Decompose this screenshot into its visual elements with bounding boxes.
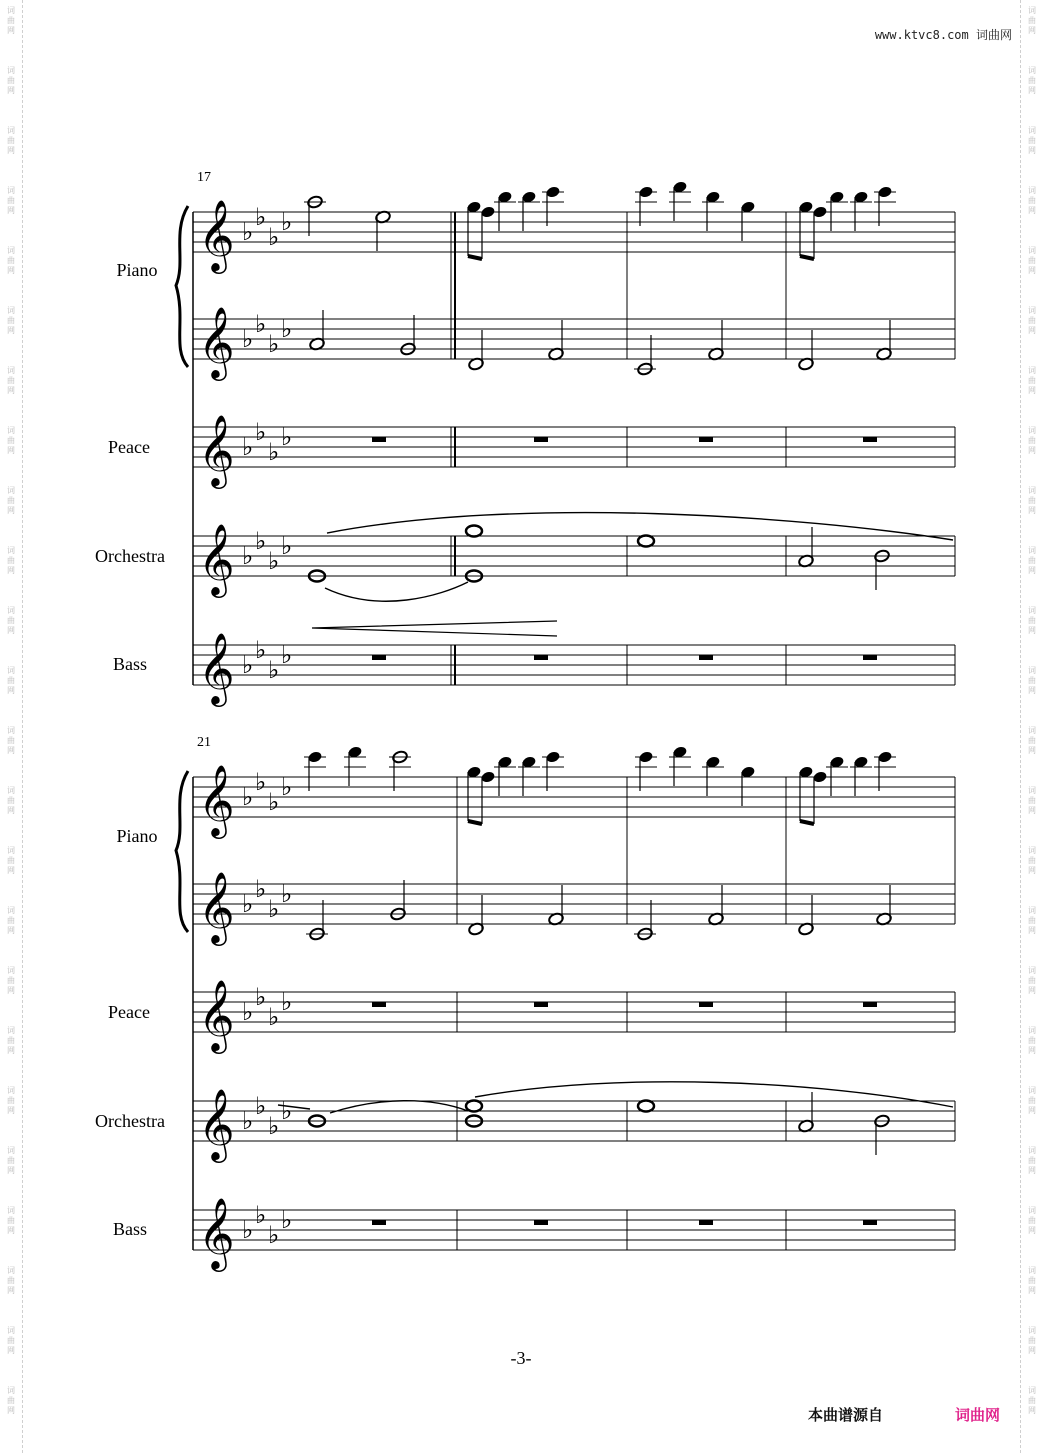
watermark-mark: 词 曲 网 [7,966,15,995]
flat-sign: ♭ [242,651,254,679]
flat-sign: ♭ [281,532,293,560]
watermark-mark: 词 曲 网 [7,66,15,95]
whole-rest [699,437,713,442]
slur [325,582,468,601]
staff-label-bass: Bass [112,1219,147,1239]
watermark-mark: 词 曲 网 [7,1146,15,1175]
flat-sign: ♭ [242,890,254,918]
watermark-mark: 词 曲 网 [1028,1266,1036,1295]
treble-clef: 𝄞 [198,413,235,486]
whole-rest [534,437,548,442]
staff-label-piano: Piano [116,260,158,280]
flat-sign: ♭ [268,1221,280,1249]
watermark-mark: 词 曲 网 [1028,246,1036,275]
watermark-mark: 词 曲 网 [1028,606,1036,635]
watermark-mark: 词 曲 网 [7,186,15,215]
watermark-mark: 词 曲 网 [7,906,15,935]
whole-note [638,1101,654,1112]
whole-rest [372,1002,386,1007]
slur [475,1082,953,1107]
watermark-mark: 词 曲 网 [7,1326,15,1355]
flat-sign: ♭ [242,542,254,570]
whole-rest [534,655,548,660]
flat-sign: ♭ [268,438,280,466]
watermark-mark: 词 曲 网 [7,666,15,695]
whole-rest [863,1220,877,1225]
beam [468,256,482,259]
measure-number-system-1: 17 [197,170,211,185]
beam [468,821,482,824]
watermark-mark: 词 曲 网 [7,606,15,635]
flat-sign: ♭ [268,223,280,251]
flat-sign: ♭ [255,875,267,903]
whole-note [638,536,654,547]
flat-sign: ♭ [281,423,293,451]
treble-clef: 𝄞 [198,198,235,271]
watermark-mark: 词 曲 网 [1028,966,1036,995]
staff-label-peace: Peace [108,1002,150,1022]
watermark-mark: 词 曲 网 [1028,786,1036,815]
flat-sign: ♭ [268,656,280,684]
treble-clef: 𝄞 [198,631,235,704]
staff-label-orchestra: Orchestra [95,546,165,566]
watermark-mark: 词 曲 网 [1028,6,1036,35]
flat-sign: ♭ [268,895,280,923]
whole-rest [863,655,877,660]
flat-sign: ♭ [281,208,293,236]
whole-rest [372,437,386,442]
watermark-mark: 词 曲 网 [7,6,15,35]
beam [800,256,814,259]
whole-rest [372,1220,386,1225]
staff-label-orchestra: Orchestra [95,1111,165,1131]
flat-sign: ♭ [255,418,267,446]
whole-rest [534,1220,548,1225]
watermark-mark: 词 曲 网 [1028,186,1036,215]
flat-sign: ♭ [255,636,267,664]
flat-sign: ♭ [255,527,267,555]
watermark-mark: 词 曲 网 [1028,1146,1036,1175]
treble-clef: 𝄞 [198,1087,235,1160]
watermark-mark: 词 曲 网 [7,786,15,815]
watermark-mark: 词 曲 网 [7,846,15,875]
flat-sign: ♭ [242,1107,254,1135]
whole-rest [699,655,713,660]
treble-clef: 𝄞 [198,978,235,1051]
whole-note [466,526,482,537]
watermark-mark: 词 曲 网 [1028,486,1036,515]
whole-note [466,1101,482,1112]
watermark-mark: 词 曲 网 [1028,1086,1036,1115]
watermark-mark: 词 曲 网 [1028,906,1036,935]
flat-sign: ♭ [281,1097,293,1125]
footer-source-text: 本曲谱源自 [808,1406,884,1424]
watermark-mark: 词 曲 网 [7,126,15,155]
whole-rest [699,1220,713,1225]
flat-sign: ♭ [242,1216,254,1244]
watermark-mark: 词 曲 网 [1028,1386,1036,1415]
flat-sign: ♭ [242,218,254,246]
watermark-mark: 词 曲 网 [1028,1206,1036,1235]
treble-clef: 𝄞 [198,870,235,943]
treble-clef: 𝄞 [198,305,235,378]
watermark-mark: 词 曲 网 [7,1206,15,1235]
flat-sign: ♭ [255,1092,267,1120]
watermark-mark: 词 曲 网 [1028,1326,1036,1355]
site-url: www.ktvc8.com [874,28,969,42]
watermark-mark: 词 曲 网 [1028,1026,1036,1055]
flat-sign: ♭ [268,547,280,575]
flat-sign: ♭ [255,203,267,231]
whole-rest [699,1002,713,1007]
flat-sign: ♭ [281,773,293,801]
whole-rest [863,437,877,442]
watermark-mark: 词 曲 网 [1028,126,1036,155]
flat-sign: ♭ [242,325,254,353]
treble-clef: 𝄞 [198,1196,235,1269]
flat-sign: ♭ [281,315,293,343]
treble-clef: 𝄞 [198,763,235,836]
flat-sign: ♭ [255,768,267,796]
whole-rest [372,655,386,660]
flat-sign: ♭ [255,310,267,338]
staff-label-bass: Bass [112,654,147,674]
footer-brand: 词曲网 [955,1406,1001,1424]
watermark-mark: 词 曲 网 [7,726,15,755]
flat-sign: ♭ [281,641,293,669]
watermark-mark: 词 曲 网 [7,1386,15,1415]
piano-brace [176,206,188,367]
measure-number-system-2: 21 [197,735,211,750]
watermark-mark: 词 曲 网 [1028,366,1036,395]
watermark-mark: 词 曲 网 [1028,666,1036,695]
site-name: 词曲网 [975,28,1012,42]
watermark-mark: 词 曲 网 [7,1086,15,1115]
flat-sign: ♭ [268,1003,280,1031]
piano-brace [176,771,188,932]
beam [800,821,814,824]
flat-sign: ♭ [268,788,280,816]
treble-clef: 𝄞 [198,522,235,595]
page-number: -3- [510,1348,532,1368]
flat-sign: ♭ [242,783,254,811]
staff-label-peace: Peace [108,437,150,457]
flat-sign: ♭ [255,983,267,1011]
watermark-mark: 词 曲 网 [7,246,15,275]
staff-label-piano: Piano [116,826,158,846]
watermark-mark: 词 曲 网 [1028,846,1036,875]
watermark-mark: 词 曲 网 [7,306,15,335]
whole-rest [863,1002,877,1007]
watermark-mark: 词 曲 网 [7,1026,15,1055]
watermark-mark: 词 曲 网 [7,1266,15,1295]
watermark-mark: 词 曲 网 [1028,306,1036,335]
flat-sign: ♭ [242,433,254,461]
flat-sign: ♭ [268,330,280,358]
flat-sign: ♭ [281,880,293,908]
watermark-mark: 词 曲 网 [7,546,15,575]
flat-sign: ♭ [255,1201,267,1229]
flat-sign: ♭ [242,998,254,1026]
watermark-mark: 词 曲 网 [1028,546,1036,575]
watermark-mark: 词 曲 网 [7,426,15,455]
watermark-mark: 词 曲 网 [1028,726,1036,755]
hairpin [312,621,557,636]
flat-sign: ♭ [281,988,293,1016]
watermark-mark: 词 曲 网 [7,366,15,395]
watermark-mark: 词 曲 网 [1028,66,1036,95]
flat-sign: ♭ [268,1112,280,1140]
watermark-mark: 词 曲 网 [1028,426,1036,455]
watermark-mark: 词 曲 网 [7,486,15,515]
whole-rest [534,1002,548,1007]
flat-sign: ♭ [281,1206,293,1234]
